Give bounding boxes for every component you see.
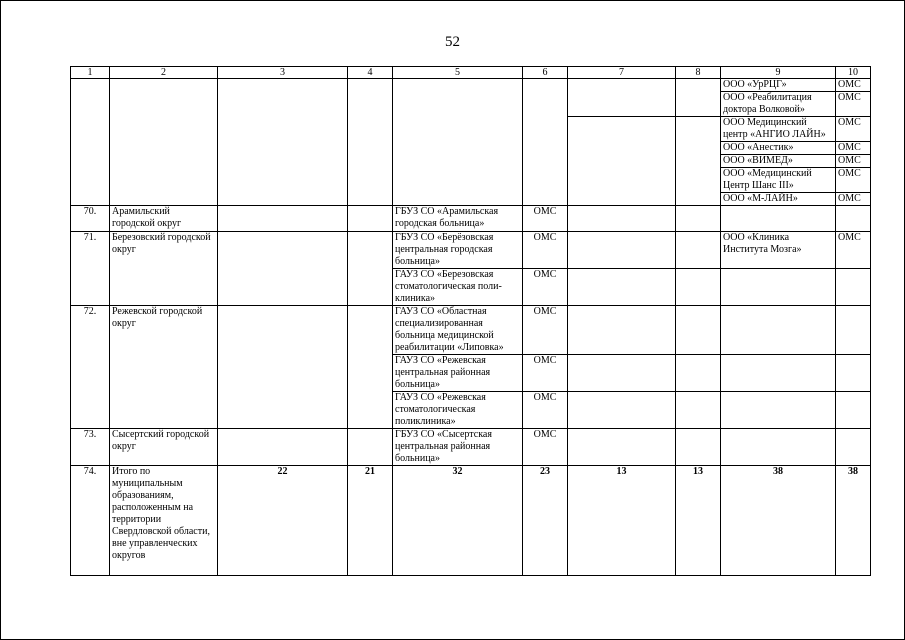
funding-cell: ОМС <box>523 232 568 269</box>
cell-empty <box>676 206 721 232</box>
cell-empty <box>348 232 393 306</box>
organization-cell: ГАУЗ СО «Областная специализированная больница медицинской реабилитации «Липовка» <box>393 306 523 355</box>
funding-cell: ОМС <box>523 269 568 306</box>
organization-cell: ГБУЗ СО «Сысертская центральная районная больница» <box>393 429 523 466</box>
cell-empty <box>676 269 721 306</box>
municipality-cell: Арамильский городской округ <box>110 206 218 232</box>
municipality-cell: Режевской городской округ <box>110 306 218 429</box>
organization-cell: ГАУЗ СО «Режевская центральная районная больница» <box>393 355 523 392</box>
funding-cell: ОМС <box>523 392 568 429</box>
cell-empty <box>836 306 871 355</box>
organization-cell: ГБУЗ СО «Берёзовская центральная городская больница» <box>393 232 523 269</box>
funding-cell: ОМС <box>836 117 871 142</box>
organization-cell: ГАУЗ СО «Режевская стоматологическая поликлиника» <box>393 392 523 429</box>
cell-empty <box>676 429 721 466</box>
cell-empty <box>676 117 721 206</box>
header-cell: 7 <box>568 67 676 79</box>
cell-empty <box>568 306 676 355</box>
total-cell: 32 <box>393 466 523 576</box>
data-table <box>70 66 871 576</box>
funding-cell: ОМС <box>836 79 871 92</box>
total-cell: 23 <box>523 466 568 576</box>
header-cell: 1 <box>71 67 110 79</box>
total-cell: 38 <box>836 466 871 576</box>
cell-empty <box>218 79 348 206</box>
cell-empty <box>568 232 676 269</box>
cell-empty <box>721 355 836 392</box>
cell-empty <box>836 269 871 306</box>
cell-empty <box>721 429 836 466</box>
cell-empty <box>568 355 676 392</box>
cell-empty <box>721 269 836 306</box>
organization-cell: ООО Медицинский центр «АНГИО ЛАЙН» <box>721 117 836 142</box>
cell-empty <box>348 429 393 466</box>
funding-cell: ОМС <box>523 306 568 355</box>
organization-cell: ГАУЗ СО «Березовская стоматологическая поли-клиника» <box>393 269 523 306</box>
cell-empty <box>568 206 676 232</box>
organization-cell: ООО «Реабилитация доктора Волковой» <box>721 92 836 117</box>
organization-cell: ООО «Анестик» <box>721 142 836 155</box>
row-number: 70. <box>71 206 110 232</box>
cell-empty <box>71 79 110 206</box>
cell-empty <box>393 79 523 206</box>
municipality-cell: Итого по муниципальным образованиям, расположенным на территории Свердловской области, вне управленческих округов <box>110 466 218 576</box>
cell-empty <box>836 206 871 232</box>
header-cell: 10 <box>836 67 871 79</box>
funding-cell: ОМС <box>836 168 871 193</box>
cell-empty <box>676 306 721 355</box>
cell-empty <box>348 206 393 232</box>
cell-empty <box>836 429 871 466</box>
organization-cell: ООО «Клиника Института Мозга» <box>721 232 836 269</box>
funding-cell: ОМС <box>836 142 871 155</box>
cell-empty <box>218 206 348 232</box>
header-cell: 3 <box>218 67 348 79</box>
header-cell: 4 <box>348 67 393 79</box>
cell-empty <box>218 306 348 429</box>
municipality-cell: Березовский городской округ <box>110 232 218 306</box>
table-row <box>71 232 871 269</box>
cell-empty <box>721 392 836 429</box>
funding-cell: ОМС <box>836 155 871 168</box>
cell-empty <box>836 392 871 429</box>
organization-cell: ООО «УрРЦГ» <box>721 79 836 92</box>
cell-empty <box>836 355 871 392</box>
cell-empty <box>568 429 676 466</box>
cell-empty <box>348 79 393 206</box>
cell-empty <box>721 206 836 232</box>
organization-cell: ООО «М-ЛАЙН» <box>721 193 836 206</box>
cell-empty <box>568 392 676 429</box>
organization-cell: ООО «Медицинский Центр Шанс III» <box>721 168 836 193</box>
header-cell: 9 <box>721 67 836 79</box>
table-row <box>71 79 871 92</box>
header-cell: 6 <box>523 67 568 79</box>
cell-empty <box>676 355 721 392</box>
row-number: 72. <box>71 306 110 429</box>
header-cell: 5 <box>393 67 523 79</box>
row-number: 71. <box>71 232 110 306</box>
funding-cell: ОМС <box>836 193 871 206</box>
cell-empty <box>218 429 348 466</box>
total-cell: 21 <box>348 466 393 576</box>
cell-empty <box>568 117 676 206</box>
organization-cell: ГБУЗ СО «Арамильская городская больница» <box>393 206 523 232</box>
cell-empty <box>676 232 721 269</box>
cell-empty <box>568 269 676 306</box>
municipality-cell: Сысертский городской округ <box>110 429 218 466</box>
header-cell: 8 <box>676 67 721 79</box>
page-number: 52 <box>445 34 460 50</box>
row-number: 74. <box>71 466 110 576</box>
funding-cell: ОМС <box>523 355 568 392</box>
total-cell: 38 <box>721 466 836 576</box>
cell-empty <box>110 79 218 206</box>
funding-cell: ОМС <box>523 206 568 232</box>
table-row <box>71 206 871 232</box>
total-cell: 22 <box>218 466 348 576</box>
cell-empty <box>721 306 836 355</box>
cell-empty <box>676 392 721 429</box>
total-cell: 13 <box>568 466 676 576</box>
row-number: 73. <box>71 429 110 466</box>
cell-empty <box>568 79 676 117</box>
organization-cell: ООО «ВИМЕД» <box>721 155 836 168</box>
table-row <box>71 306 871 355</box>
table-row-total <box>71 466 871 576</box>
header-row <box>71 67 871 79</box>
table-row <box>71 429 871 466</box>
funding-cell: ОМС <box>836 92 871 117</box>
cell-empty <box>676 79 721 117</box>
cell-empty <box>218 232 348 306</box>
funding-cell: ОМС <box>836 232 871 269</box>
cell-empty <box>348 306 393 429</box>
funding-cell: ОМС <box>523 429 568 466</box>
cell-empty <box>523 79 568 206</box>
header-cell: 2 <box>110 67 218 79</box>
total-cell: 13 <box>676 466 721 576</box>
